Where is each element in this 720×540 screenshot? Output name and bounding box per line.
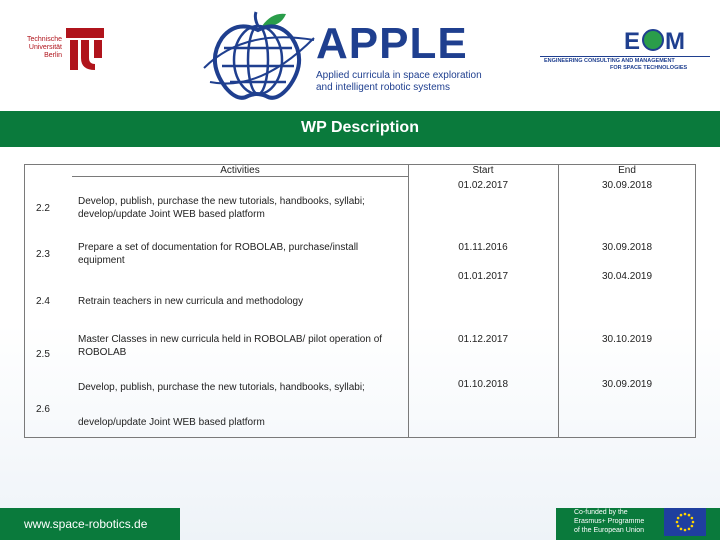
start-date: 01.02.2017 [457, 180, 509, 191]
end-date: 30.09.2019 [601, 379, 653, 390]
apple-globe-icon [200, 8, 320, 100]
start-date: 01.11.2016 [458, 242, 508, 253]
header-start: Start [472, 165, 494, 176]
ecm-title: E M [624, 28, 687, 55]
footer-url[interactable]: www.space-robotics.de [24, 517, 148, 531]
ecm-tagline: FOR SPACE TECHNOLOGIES [610, 65, 688, 71]
row-activity: Develop, publish, purchase the new tutorials, handbooks, syllabi; develop/update Joint WEB based platform [78, 196, 365, 220]
end-date: 30.04.2019 [601, 271, 653, 282]
page-title: WP Description [301, 119, 419, 136]
eu-funding-text [574, 508, 668, 535]
column-divider [408, 164, 409, 438]
eu-text-line: Co-funded by the [574, 509, 628, 516]
row-activity: develop/update Joint WEB based platform [78, 417, 265, 428]
table-border [695, 164, 696, 438]
row-id: 2.5 [36, 349, 50, 360]
table-border [24, 164, 25, 438]
header-end: End [618, 165, 636, 176]
row-activity: Retrain teachers in new curricula and methodology [78, 296, 304, 307]
header-activities: Activities [220, 165, 260, 176]
eu-text-line: Erasmus+ Programme [574, 518, 645, 525]
row-id: 2.4 [36, 296, 50, 307]
tu-logo-line: Technische [26, 36, 62, 43]
ecm-tagline: ENGINEERING CONSULTING AND MANAGEMENT [544, 58, 675, 64]
end-date: 30.10.2019 [601, 334, 653, 345]
ecm-logo [540, 26, 710, 76]
apple-subtitle-line: Applied curricula in space exploration [316, 70, 482, 81]
start-date: 01.12.2017 [457, 334, 509, 345]
apple-title: APPLE [316, 19, 468, 68]
end-date: 30.09.2018 [601, 180, 653, 191]
eu-text-line: of the European Union [574, 527, 645, 534]
tu-berlin-logo [18, 28, 108, 78]
row-activity: Prepare a set of documentation for ROBOLAB, purchase/install equipment [78, 242, 359, 266]
tu-logo-text [18, 36, 62, 60]
tu-mark-icon [66, 28, 104, 72]
row-activity: Master Classes in new curricula held in ROBOLAB/ pilot operation of ROBOLAB [78, 334, 383, 358]
ecm-divider [540, 56, 710, 57]
wp-table [0, 162, 720, 440]
row-id: 2.6 [36, 404, 50, 415]
tu-logo-line: Universität [28, 44, 62, 51]
end-date: 30.09.2018 [601, 242, 653, 253]
table-border [24, 437, 696, 438]
globe-icon [642, 29, 664, 51]
row-id: 2.3 [36, 249, 50, 260]
tu-logo-line: Berlin [44, 52, 62, 59]
apple-subtitle-line: and intelligent robotic systems [316, 82, 450, 93]
start-date: 01.10.2018 [457, 379, 509, 390]
eu-flag-icon [664, 508, 706, 536]
start-date: 01.01.2017 [457, 271, 509, 282]
apple-subtitle [316, 70, 482, 94]
row-id: 2.2 [36, 203, 50, 214]
row-activity: Develop, publish, purchase the new tutorials, handbooks, syllabi; [78, 382, 365, 393]
column-divider [558, 164, 559, 438]
